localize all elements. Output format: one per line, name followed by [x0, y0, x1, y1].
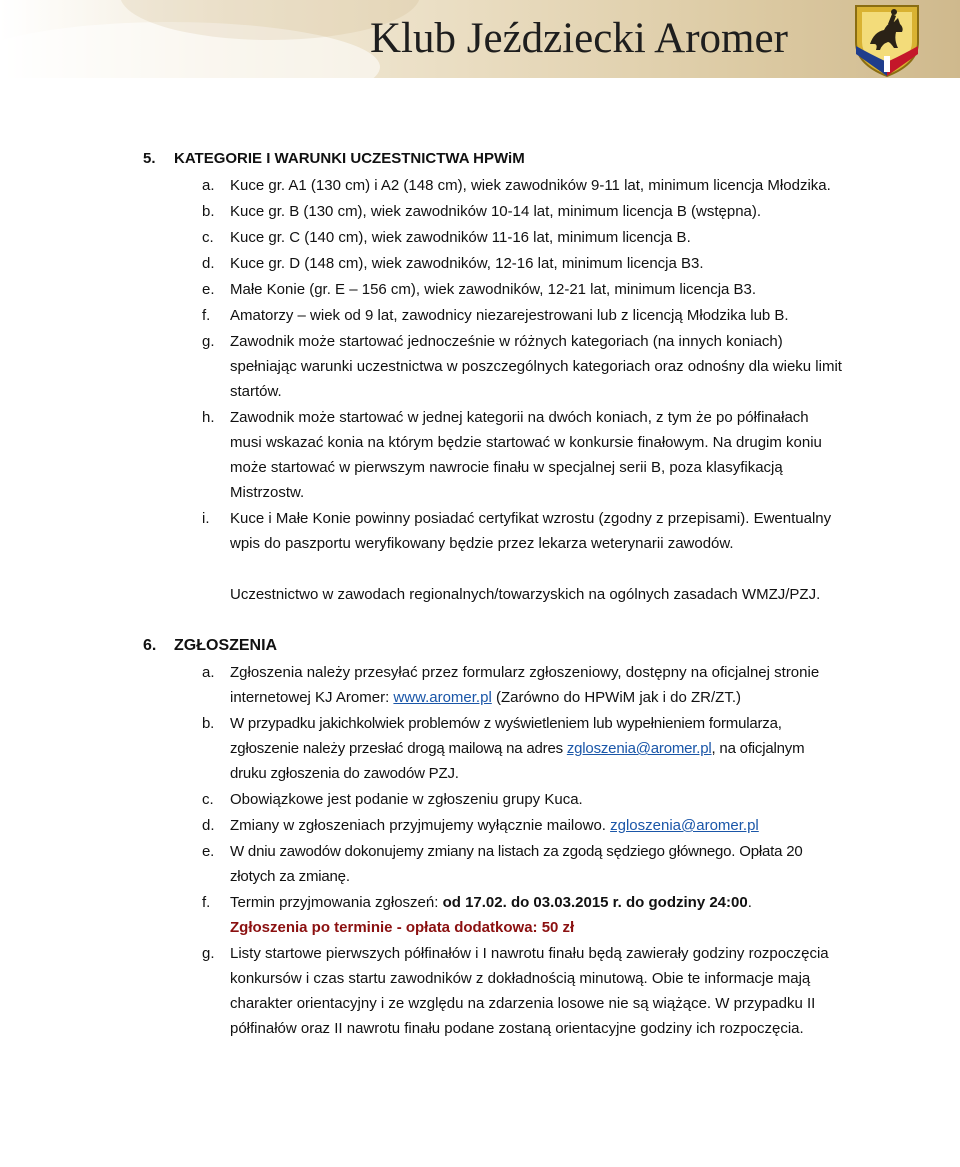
item-marker: b. [202, 203, 215, 220]
section-6-list [0, 660, 960, 1041]
item-marker: e. [202, 281, 215, 298]
item-text: , na oficjalnym druku zgłoszenia do zawodów PZJ. [230, 740, 805, 782]
item-marker: c. [202, 229, 214, 246]
item-marker: i. [202, 510, 210, 527]
item-marker: d. [202, 817, 215, 834]
item-text: Kuce gr. C (140 cm), wiek zawodników 11-16 lat, minimum licencja B. [230, 229, 691, 246]
item-text: Kuce gr. D (148 cm), wiek zawodników, 12-16 lat, minimum licencja B3. [230, 255, 704, 272]
item-text: (Zarówno do HPWiM jak i do ZR/ZT.) [491, 689, 741, 706]
item-text: W przypadku jakichkolwiek problemów z wyświetleniem lub wypełnieniem formularza, zgłoszenie należy przesłać drogą mailową na adres [230, 715, 782, 757]
list-item [0, 787, 842, 812]
section-5-list [0, 173, 960, 556]
item-text: Zmiany w zgłoszeniach przyjmujemy wyłącznie mailowo. [230, 817, 611, 834]
list-item [0, 941, 842, 1041]
item-marker: a. [202, 177, 215, 194]
list-item [0, 506, 842, 556]
item-text: Kuce i Małe Konie powinny posiadać certyfikat wzrostu (zgodny z przepisami). Ewentualny wpis do paszportu weryfikowany będzie przez lekarza weterynarii zawodów. [230, 510, 832, 552]
item-text: Zawodnik może startować w jednej kategorii na dwóch koniach, z tym że po półfinałach musi wskazać konia na którym będzie startować w konkursie finałowym. Na drugim koniu może startować w pierwszym nawrocie finału w specjalnej serii B, poza klasyfikacją Mistrzostw. [230, 409, 822, 501]
list-item [0, 251, 842, 276]
participation-note: Uczestnictwo w zawodach regionalnych/towarzyskich na ogólnych zasadach WMZJ/PZJ. [230, 586, 821, 603]
section-number: 6. [143, 637, 157, 654]
item-marker: f. [202, 894, 211, 911]
list-item [0, 711, 842, 786]
list-item [0, 660, 842, 710]
list-item [0, 839, 842, 889]
header-banner [0, 0, 960, 78]
item-marker: f. [202, 307, 211, 324]
email-link[interactable]: zgloszenia@aromer.pl [566, 740, 712, 757]
item-text: Termin przyjmowania zgłoszeń: [230, 894, 443, 911]
website-link[interactable]: www.aromer.pl [393, 689, 492, 706]
item-text: Obowiązkowe jest podanie w zgłoszeniu grupy Kuca. [230, 791, 583, 808]
list-item [0, 405, 842, 505]
item-marker: e. [202, 843, 215, 860]
item-marker: c. [202, 791, 214, 808]
email-link[interactable]: zgloszenia@aromer.pl [610, 817, 759, 834]
list-item [0, 225, 842, 250]
item-text: Małe Konie (gr. E – 156 cm), wiek zawodników, 12-21 lat, minimum licencja B3. [230, 281, 757, 298]
list-item [0, 303, 842, 328]
list-item [0, 329, 842, 404]
club-logo-icon [848, 2, 926, 78]
brand-title: Klub Jeździecki Aromer [370, 15, 788, 62]
item-marker: a. [202, 664, 215, 681]
section-title: ZGŁOSZENIA [174, 637, 278, 654]
item-marker: g. [202, 945, 215, 962]
item-text: . [747, 894, 752, 911]
list-item [0, 813, 842, 838]
item-text: Zawodnik może startować jednocześnie w różnych kategoriach (na innych koniach) spełniając warunki uczestnictwa w poszczególnych kategoriach oraz odnośny dla wieku limit startów. [230, 333, 842, 400]
item-text: Amatorzy – wiek od 9 lat, zawodnicy niezarejestrowani lub z licencją Młodzika lub B. [230, 307, 789, 324]
document-body [0, 146, 960, 1041]
section-5-heading [0, 146, 854, 172]
list-item [0, 199, 842, 224]
deadline-text: od 17.02. do 03.03.2015 r. do godziny 24:00 [442, 894, 748, 911]
item-text: Listy startowe pierwszych półfinałów i I nawrotu finału będą zawierały godziny rozpoczęcia konkursów i czas startu zawodników z dokładnością minutową. Obie te informacje mają charakter orientacyjny i ze względu na zdarzenia losowe nie są wiążące. W przypadku II półfinałów oraz II nawrotu finału podane zostaną orientacyjne godziny ich rozpoczęcia. [230, 945, 829, 1037]
section-title: KATEGORIE I WARUNKI UCZESTNICTWA HPWiM [174, 150, 525, 167]
item-marker: h. [202, 409, 215, 426]
section-6-heading [0, 633, 854, 659]
list-item [0, 890, 842, 940]
list-item [0, 277, 842, 302]
late-fee-notice: Zgłoszenia po terminie - opłata dodatkowa: 50 zł [230, 919, 575, 936]
item-text: Kuce gr. B (130 cm), wiek zawodników 10-14 lat, minimum licencja B (wstępna). [230, 203, 762, 220]
section-number: 5. [143, 150, 156, 167]
item-marker: d. [202, 255, 215, 272]
item-text: Zgłoszenia należy przesyłać przez formularz zgłoszeniowy, dostępny na oficjalnej stronie internetowej KJ Aromer: [230, 664, 820, 706]
list-item [0, 173, 842, 198]
item-text: W dniu zawodów dokonujemy zmiany na listach za zgodą sędziego głównego. Opłata 20 złotych za zmianę. [230, 843, 803, 885]
item-marker: g. [202, 333, 215, 350]
item-text: Kuce gr. A1 (130 cm) i A2 (148 cm), wiek zawodników 9-11 lat, minimum licencja Młodzika. [230, 177, 831, 194]
item-marker: b. [202, 715, 215, 732]
